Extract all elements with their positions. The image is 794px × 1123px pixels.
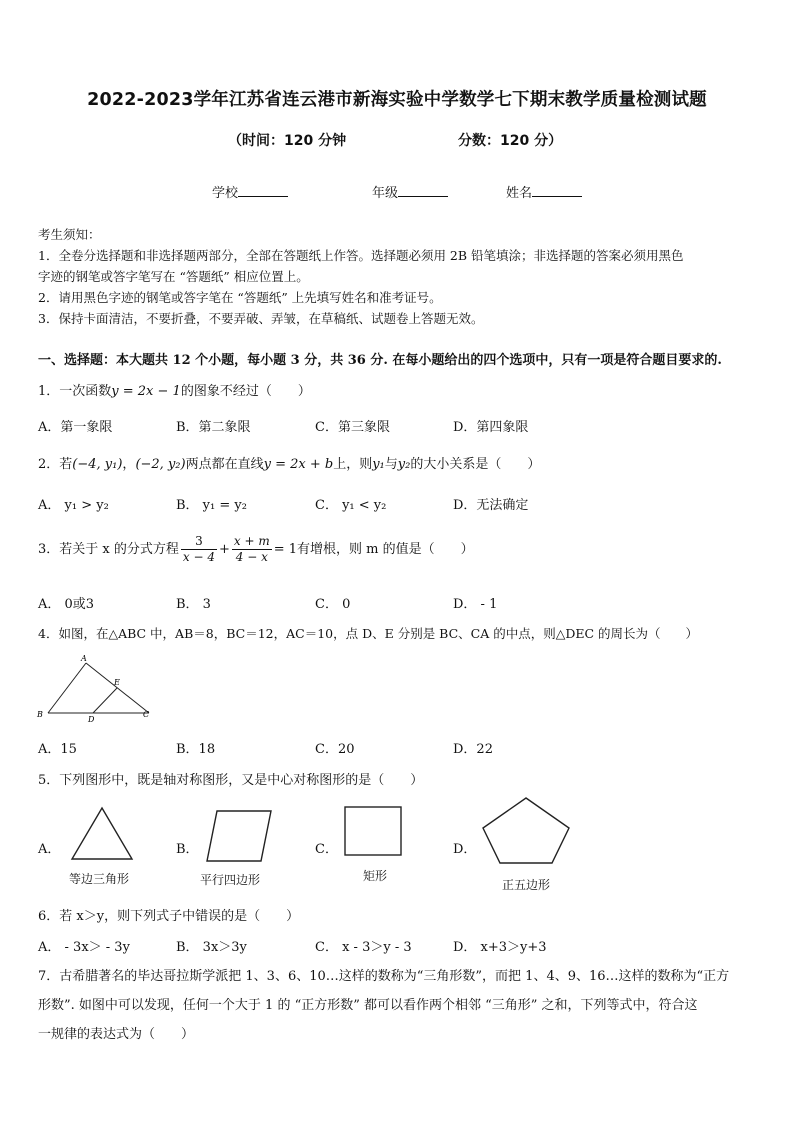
q5-option-a[interactable]: A． [38, 842, 61, 857]
q2-suffix: 的大小关系是（ ） [410, 457, 541, 472]
question-6: 6．若 x＞y，则下列式子中错误的是（ ） [38, 909, 300, 924]
q5-option-d[interactable]: D． [453, 842, 477, 857]
notes-item: 字迹的钢笔或答字笔写在 “答题纸” 相应位置上。 [38, 269, 309, 284]
q2-text: 两点都在直线 [185, 457, 264, 472]
question-3 [38, 534, 474, 565]
triangle-abc-figure [34, 652, 159, 724]
grade-blank [398, 184, 448, 197]
question-5: 5．下列图形中，既是轴对称图形，又是中心对称图形的是（ ） [38, 773, 424, 788]
side-ac [86, 663, 149, 713]
grade-label: 年级 [372, 186, 399, 201]
q2-separator: ， [122, 457, 136, 472]
q2-option-b[interactable]: B． y₁ = y₂ [176, 498, 247, 513]
q3-fraction-2-numerator: x + m [233, 534, 270, 548]
equilateral-triangle-shape [70, 806, 134, 862]
side-ab [48, 663, 86, 713]
q3-option-d[interactable]: D． - 1 [453, 597, 498, 612]
score-label: 分数：120 分） [458, 133, 563, 149]
q6-option-b[interactable]: B． 3x＞3y [176, 940, 247, 955]
regular-pentagon-shape [480, 796, 572, 866]
q6-option-c[interactable]: C． x - 3＞y - 3 [315, 940, 412, 955]
page-title: 2022-2023学年江苏省连云港市新海实验中学数学七下期末教学质量检测试题 [87, 90, 707, 110]
label-e: E [114, 678, 120, 687]
q3-fraction-1-denominator: x − 4 [182, 550, 215, 564]
q3-option-b[interactable]: B． 3 [176, 597, 211, 612]
q3-fraction-1 [181, 534, 217, 565]
q1-option-c[interactable]: C．第三象限 [315, 420, 390, 435]
q3-suffix: 有增根，则 m 的值是（ ） [297, 542, 474, 557]
school-field [212, 182, 288, 201]
segment-de [93, 688, 117, 713]
parallelogram-shape [205, 808, 273, 864]
q2-option-c[interactable]: C． y₁ < y₂ [315, 498, 387, 513]
school-label: 学校 [212, 186, 239, 201]
q7-line: 7．古希腊著名的毕达哥拉斯学派把 1、3、6、10…这样的数称为“三角形数”，而把 1、4、9、16…这样的数称为“正方 [38, 969, 730, 984]
question-7 [38, 962, 760, 1049]
q2-text: 上，则 [333, 457, 373, 472]
time-label: （时间：120 分钟 [228, 133, 347, 149]
question-4: 4．如图，在△ABC 中，AB＝8，BC＝12，AC＝10，点 D、E 分别是 BC、CA 的中点，则△DEC 的周长为（ ） [38, 626, 699, 641]
label-b: B [37, 710, 43, 719]
caption-rectangle: 矩形 [363, 869, 388, 883]
q2-text: 与 [384, 457, 398, 472]
q7-line: 形数”. 如图中可以发现，任何一个大于 1 的 “正方形数” 都可以看作两个相邻 “三角形” 之和，下列等式中，符合这 [38, 998, 698, 1013]
q1-suffix: 的图象不经过（ ） [180, 384, 311, 399]
q2-prefix: 2．若 [38, 457, 73, 472]
question-1 [38, 380, 311, 399]
notes-item: 3．保持卡面清洁，不要折叠，不要弄破、弄皱，在草稿纸、试题卷上答题无效。 [38, 311, 484, 326]
q3-option-c[interactable]: C． 0 [315, 597, 351, 612]
q2-option-a[interactable]: A． y₁ > y₂ [38, 498, 109, 513]
q5-option-b[interactable]: B． [176, 842, 199, 857]
q4-option-d[interactable]: D．22 [453, 742, 493, 757]
q2-y2: y₂ [397, 457, 411, 472]
name-label: 姓名 [506, 186, 533, 201]
name-field [506, 182, 582, 201]
q2-line-expression: y = 2x + b [263, 457, 334, 472]
grade-field [372, 182, 448, 201]
caption-parallelogram: 平行四边形 [200, 873, 261, 887]
q1-prefix: 1．一次函数 [38, 384, 112, 399]
caption-regular-pentagon: 正五边形 [502, 878, 551, 892]
q1-option-d[interactable]: D．第四象限 [453, 420, 529, 435]
name-blank [532, 184, 582, 197]
q4-option-b[interactable]: B．18 [176, 742, 216, 757]
q2-point-2: (−2, y₂) [135, 457, 186, 472]
q3-option-a[interactable]: A． 0或3 [38, 597, 95, 612]
q3-plus: + [218, 542, 230, 557]
q3-prefix: 3．若关于 x 的分式方程 [38, 542, 179, 557]
question-2 [38, 453, 540, 472]
caption-equilateral-triangle: 等边三角形 [69, 872, 130, 886]
q6-option-d[interactable]: D． x+3＞y+3 [453, 940, 547, 955]
exam-notes [38, 224, 758, 329]
label-d: D [88, 715, 95, 724]
q3-fraction-2 [232, 534, 272, 565]
q1-option-b[interactable]: B．第二象限 [176, 420, 251, 435]
notes-item: 1．全卷分选择题和非选择题两部分，全部在答题纸上作答。选择题必须用 2B 铅笔填涂；非选择题的答案必须用黑色 [38, 248, 684, 263]
q3-equals: = 1 [273, 542, 298, 557]
q4-option-c[interactable]: C．20 [315, 742, 355, 757]
q7-line: 一规律的表达式为（ ） [38, 1027, 195, 1042]
q3-fraction-2-denominator: 4 − x [235, 550, 268, 564]
school-blank [238, 184, 288, 197]
q2-point-1: (−4, y₁) [72, 457, 123, 472]
label-a: A [81, 654, 87, 663]
q2-option-d[interactable]: D．无法确定 [453, 498, 529, 513]
q5-option-c[interactable]: C． [315, 842, 338, 857]
label-c: C [143, 710, 150, 719]
section-heading: 一、选择题：本大题共 12 个小题，每小题 3 分，共 36 分. 在每小题给出的四个选项中，只有一项是符合题目要求的. [38, 353, 722, 368]
notes-item: 2．请用黑色字迹的钢笔或答字笔在 “答题纸” 上先填写姓名和准考证号。 [38, 290, 442, 305]
q2-y1: y₁ [372, 457, 385, 472]
q6-option-a[interactable]: A． - 3x＞ - 3y [38, 940, 130, 955]
q3-fraction-1-numerator: 3 [181, 534, 217, 550]
q1-expression: y = 2x − 1 [111, 384, 181, 399]
q4-option-a[interactable]: A．15 [38, 742, 77, 757]
rectangle-shape [343, 805, 403, 857]
q1-option-a[interactable]: A．第一象限 [38, 420, 113, 435]
notes-heading: 考生须知： [38, 227, 101, 242]
